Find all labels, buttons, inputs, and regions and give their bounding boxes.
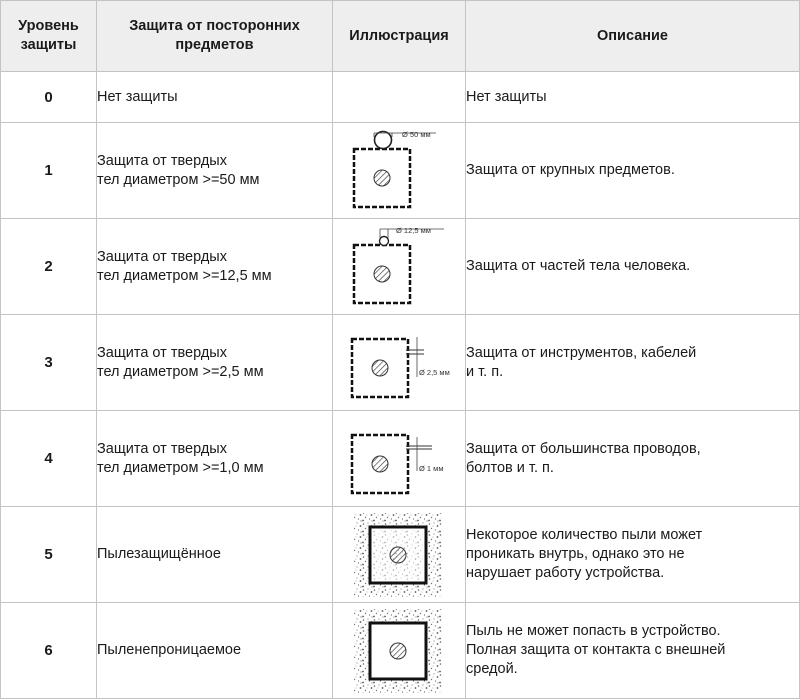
level-cell: 5 [1, 507, 97, 603]
protection-cell: Пыленепроницаемое [97, 603, 333, 699]
description-cell: Пыль не может попасть в устройство. Полная защита от контакта с внешней средой. [466, 603, 800, 699]
protection-cell: Защита от твердых тел диаметром >=2,5 мм [97, 315, 333, 411]
header-protection: Защита от посторонних предметов [97, 1, 333, 72]
diameter-label: Ø 50 мм [402, 129, 431, 139]
header-illustration: Иллюстрация [333, 1, 466, 72]
table-row [1, 411, 800, 507]
level-cell: 3 [1, 315, 97, 411]
protection-cell: Защита от твердых тел диаметром >=12,5 мм [97, 219, 333, 315]
protection-cell: Нет защиты [97, 72, 333, 123]
protection-cell: Пылезащищённое [97, 507, 333, 603]
level-cell: 2 [1, 219, 97, 315]
table-row [1, 72, 800, 123]
illustration-cell [333, 315, 466, 411]
level-cell: 6 [1, 603, 97, 699]
level-cell: 4 [1, 411, 97, 507]
solid-50mm-diagram [340, 127, 458, 215]
table-row [1, 123, 800, 219]
illustration-cell [333, 219, 466, 315]
table-row [1, 315, 800, 411]
dust-tight-diagram [340, 607, 458, 695]
dust-protected-diagram [340, 511, 458, 599]
header-level: Уровень защиты [1, 1, 97, 72]
description-cell: Защита от инструментов, кабелей и т. п. [466, 315, 800, 411]
description-cell: Защита от частей тела человека. [466, 219, 800, 315]
description-cell: Защита от большинства проводов, болтов и т. п. [466, 411, 800, 507]
table-row [1, 219, 800, 315]
diameter-label: Ø 2,5 мм [419, 367, 450, 377]
solid-1mm-diagram [340, 415, 458, 503]
level-cell: 1 [1, 123, 97, 219]
illustration-cell [333, 603, 466, 699]
protection-cell: Защита от твердых тел диаметром >=50 мм [97, 123, 333, 219]
table-header-row [1, 1, 800, 72]
description-cell: Некоторое количество пыли может проникать внутрь, однако это не нарушает работу устройства. [466, 507, 800, 603]
illustration-cell [333, 507, 466, 603]
solid-2-5mm-diagram [340, 319, 458, 407]
description-cell: Нет защиты [466, 72, 800, 123]
header-description: Описание [466, 1, 800, 72]
illustration-cell [333, 72, 466, 123]
level-cell: 0 [1, 72, 97, 123]
illustration-cell [333, 411, 466, 507]
diameter-label: Ø 1 мм [419, 463, 444, 473]
table-row [1, 507, 800, 603]
diameter-label: Ø 12,5 мм [396, 225, 431, 235]
protection-cell: Защита от твердых тел диаметром >=1,0 мм [97, 411, 333, 507]
illustration-cell [333, 123, 466, 219]
solid-12-5mm-diagram [340, 223, 458, 311]
table-row [1, 603, 800, 699]
description-cell: Защита от крупных предметов. [466, 123, 800, 219]
